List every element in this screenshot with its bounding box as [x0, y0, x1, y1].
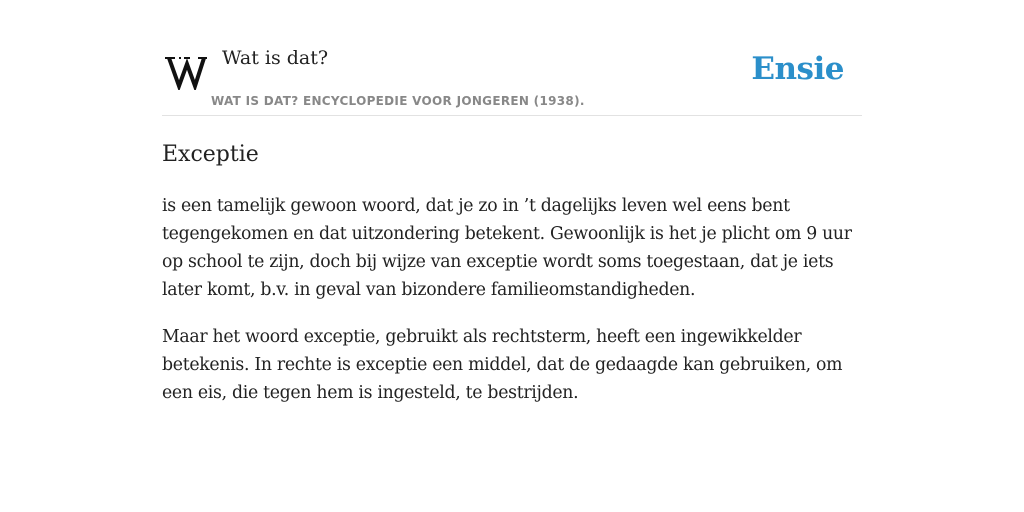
source-title[interactable]: Wat is dat?	[222, 47, 329, 69]
source-header	[162, 0, 862, 116]
article-title: Exceptie	[162, 142, 259, 167]
article-paragraph: is een tamelijk gewoon woord, dat je zo in ’t dagelijks leven wel eens bent tegengekomen en dat uitzondering betekent. Gewoonlijk is het je plicht om 9 uur op school te zijn, doch bij wijze van exceptie wordt soms toegestaan, dat je iets later komt, b.v. in geval van bizondere familieomstandigheden.	[162, 196, 852, 300]
brand-logo-link[interactable]: Ensie	[751, 51, 844, 87]
page-container	[162, 0, 862, 403]
article-paragraph: Maar het woord exceptie, gebruikt als rechtsterm, heeft een ingewikkelder betekenis. In rechte is exceptie een middel, dat de gedaagde kan gebruiken, om een eis, die tegen hem is ingesteld, te bestrijden.	[162, 327, 843, 403]
wikipedia-w-logo-icon[interactable]	[164, 52, 208, 90]
article-body	[162, 192, 862, 426]
source-subtitle: WAT IS DAT? ENCYCLOPEDIE VOOR JONGEREN (1938).	[211, 94, 585, 108]
